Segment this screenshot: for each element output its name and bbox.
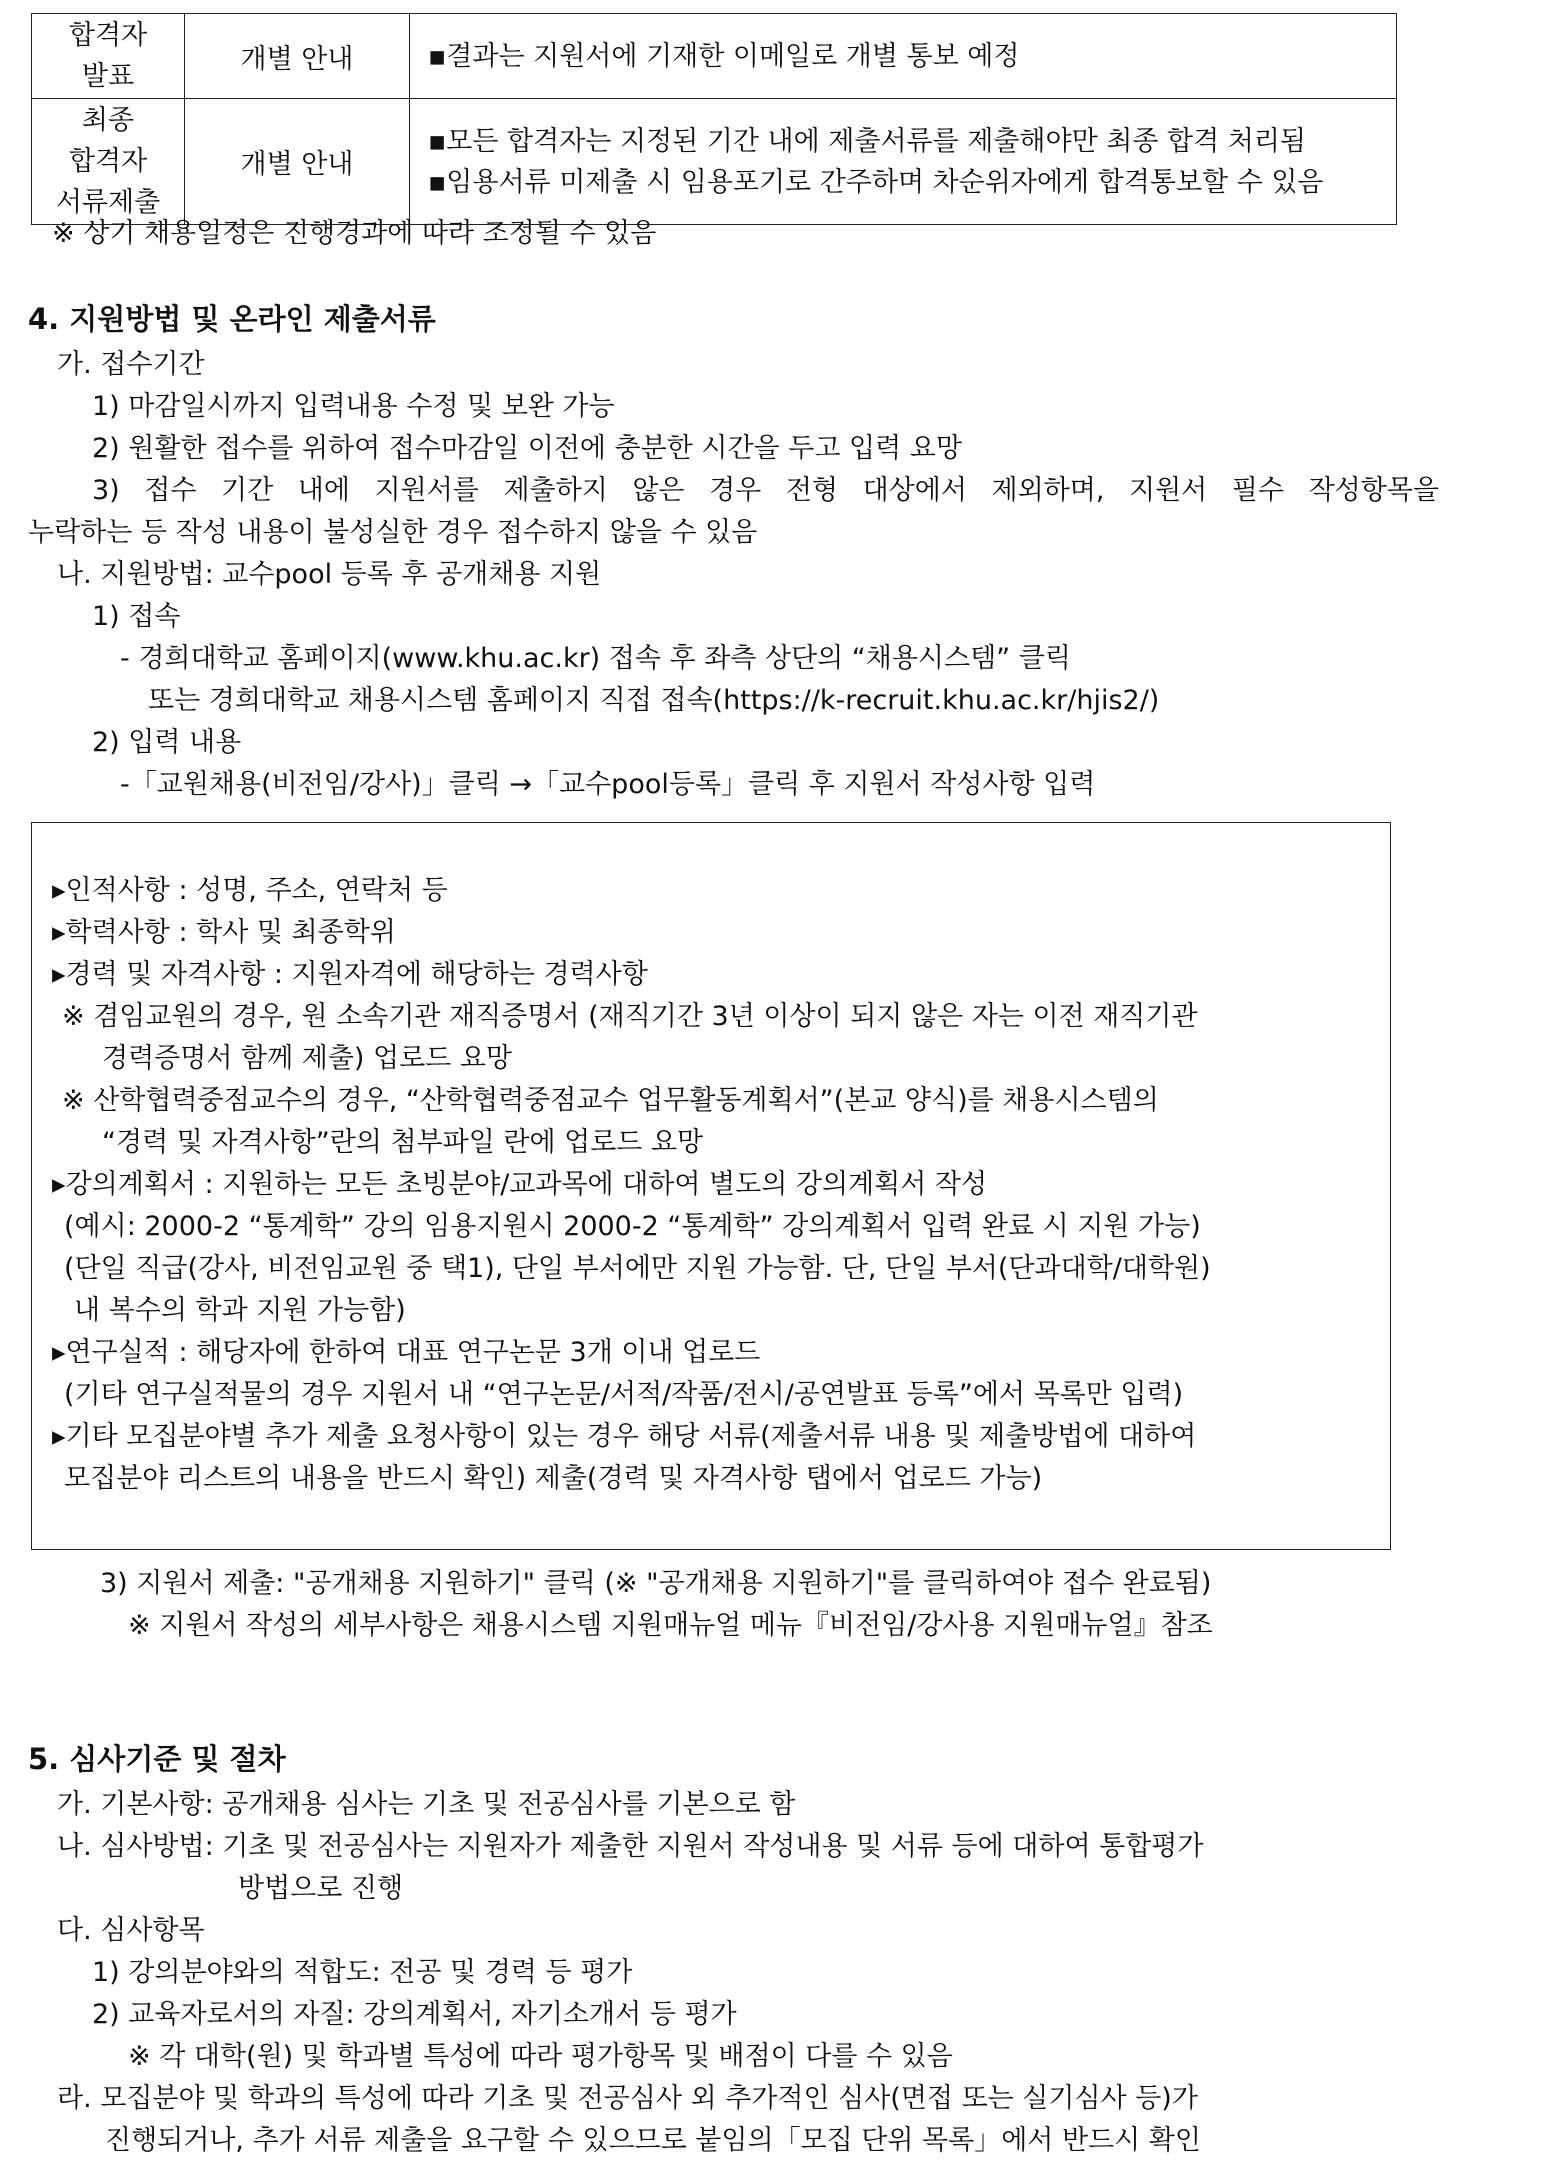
section4-b2-line1: -「교원채용(비전임/강사)」클릭 →「교수pool등록」클릭 후 지원서 작성사항 입력 bbox=[120, 769, 1096, 800]
section4-b1-line1: - 경희대학교 홈페이지(www.khu.ac.kr) 접속 후 좌측 상단의 “채용시스템” 클릭 bbox=[120, 643, 1071, 674]
section4-b1-line2: 또는 경희대학교 채용시스템 홈페이지 직접 접속(https://k-recruit.khu.ac.kr/hjis2/) bbox=[148, 685, 1160, 716]
box-line: ▸경력 및 자격사항 : 지원자격에 해당하는 경력사항 bbox=[52, 959, 648, 990]
stage-label: 발표 bbox=[81, 61, 135, 92]
section5-c-note: ※ 각 대학(원) 및 학과별 특성에 따라 평가항목 및 배점이 다를 수 있음 bbox=[128, 2041, 953, 2072]
section5-title: 5. 심사기준 및 절차 bbox=[28, 1742, 286, 1776]
box-line: 모집분야 리스트의 내용을 반드시 확인) 제출(경력 및 자격사항 탭에서 업로드 가능) bbox=[64, 1463, 1043, 1494]
detail-cell bbox=[410, 99, 1397, 225]
section4-a1: 1) 마감일시까지 입력내용 수정 및 보완 가능 bbox=[92, 391, 615, 422]
box-line: (기타 연구실적물의 경우 지원서 내 “연구논문/서적/작품/전시/공연발표 등록”에서 목록만 입력) bbox=[64, 1379, 1184, 1410]
section4-b2-title: 2) 입력 내용 bbox=[92, 727, 242, 758]
box-line: ▸연구실적 : 해당자에 한하여 대표 연구논문 3개 이내 업로드 bbox=[52, 1337, 761, 1368]
box-line: “경력 및 자격사항”란의 첨부파일 란에 업로드 요망 bbox=[102, 1127, 704, 1158]
section5-d-line1: 라. 모집분야 및 학과의 특성에 따라 기초 및 전공심사 외 추가적인 심사(면접 또는 실기심사 등)가 bbox=[57, 2083, 1198, 2114]
section4-a-title: 가. 접수기간 bbox=[57, 349, 205, 380]
section5-b-line2: 방법으로 진행 bbox=[238, 1873, 404, 1904]
section5-a: 가. 기본사항: 공개채용 심사는 기초 및 전공심사를 기본으로 함 bbox=[57, 1789, 796, 1820]
period-cell: 개별 안내 bbox=[185, 99, 410, 225]
application-items-box bbox=[31, 822, 1391, 1550]
section5-d-line2: 진행되거나, 추가 서류 제출을 요구할 수 있으므로 붙임의「모집 단위 목록」에서 반드시 확인 bbox=[105, 2125, 1201, 2156]
section5-c2: 2) 교육자로서의 자질: 강의계획서, 자기소개서 등 평가 bbox=[92, 1999, 737, 2030]
box-line: 경력증명서 함께 제출) 업로드 요망 bbox=[102, 1043, 513, 1074]
box-line: ※ 산학협력중점교수의 경우, “산학협력중점교수 업무활동계획서”(본교 양식)를 채용시스템의 bbox=[62, 1085, 1159, 1116]
box-line: 내 복수의 학과 지원 가능함) bbox=[74, 1295, 406, 1326]
detail-text: ▪모든 합격자는 지정된 기간 내에 제출서류를 제출해야만 최종 합격 처리됨 bbox=[428, 125, 1307, 157]
box-line: ▸학력사항 : 학사 및 최종학위 bbox=[52, 917, 396, 948]
detail-cell bbox=[410, 14, 1397, 99]
stage-label: 합격자 bbox=[68, 146, 148, 177]
section4-b3-line2: ※ 지원서 작성의 세부사항은 채용시스템 지원매뉴얼 메뉴『비전임/강사용 지원매뉴얼』참조 bbox=[128, 1610, 1213, 1641]
schedule-note: ※ 상기 채용일정은 진행경과에 따라 조정될 수 있음 bbox=[52, 218, 657, 249]
stage-cell bbox=[32, 99, 185, 225]
section5-b-line1: 나. 심사방법: 기초 및 전공심사는 지원자가 제출한 지원서 작성내용 및 서류 등에 대하여 통합평가 bbox=[57, 1831, 1204, 1862]
stage-label: 합격자 bbox=[68, 20, 148, 51]
section4-b3-line1: 3) 지원서 제출: "공개채용 지원하기" 클릭 (※ "공개채용 지원하기"를 클릭하여야 접수 완료됨) bbox=[100, 1568, 1212, 1599]
box-line: (예시: 2000-2 “통계학” 강의 임용지원시 2000-2 “통계학” 강의계획서 입력 완료 시 지원 가능) bbox=[64, 1211, 1201, 1242]
detail-text: ▪결과는 지원서에 기재한 이메일로 개별 통보 예정 bbox=[428, 40, 1020, 72]
stage-cell bbox=[32, 14, 185, 99]
section4-a3-line1: 3) 접수 기간 내에 지원서를 제출하지 않은 경우 전형 대상에서 제외하며, 지원서 필수 작성항목을 bbox=[92, 475, 1439, 506]
section4-title: 4. 지원방법 및 온라인 제출서류 bbox=[28, 302, 436, 336]
section5-c-title: 다. 심사항목 bbox=[57, 1915, 205, 1946]
section4-b-title: 나. 지원방법: 교수pool 등록 후 공개채용 지원 bbox=[57, 559, 602, 590]
stage-label: 서류제출 bbox=[55, 187, 161, 218]
table-row bbox=[32, 99, 1397, 225]
table-row bbox=[32, 14, 1397, 99]
section4-b1-title: 1) 접속 bbox=[92, 601, 181, 632]
section4-a2: 2) 원활한 접수를 위하여 접수마감일 이전에 충분한 시간을 두고 입력 요망 bbox=[92, 433, 962, 464]
section4-a3-line2: 누락하는 등 작성 내용이 불성실한 경우 접수하지 않을 수 있음 bbox=[28, 517, 758, 548]
period-cell: 개별 안내 bbox=[185, 14, 410, 99]
detail-text: ▪임용서류 미제출 시 임용포기로 간주하며 차순위자에게 합격통보할 수 있음 bbox=[428, 166, 1324, 198]
box-line: ▸강의계획서 : 지원하는 모든 초빙분야/교과목에 대하여 별도의 강의계획서 작성 bbox=[52, 1169, 988, 1200]
box-line: ※ 겸임교원의 경우, 원 소속기관 재직증명서 (재직기간 3년 이상이 되지 않은 자는 이전 재직기관 bbox=[62, 1001, 1198, 1032]
schedule-table bbox=[31, 13, 1397, 225]
section5-c1: 1) 강의분야와의 적합도: 전공 및 경력 등 평가 bbox=[92, 1957, 633, 1988]
stage-label: 최종 bbox=[81, 105, 135, 136]
box-line: (단일 직급(강사, 비전임교원 중 택1), 단일 부서에만 지원 가능함. 단, 단일 부서(단과대학/대학원) bbox=[64, 1253, 1211, 1284]
box-line: ▸기타 모집분야별 추가 제출 요청사항이 있는 경우 해당 서류(제출서류 내용 및 제출방법에 대하여 bbox=[52, 1421, 1197, 1452]
box-line: ▸인적사항 : 성명, 주소, 연락처 등 bbox=[52, 875, 448, 906]
